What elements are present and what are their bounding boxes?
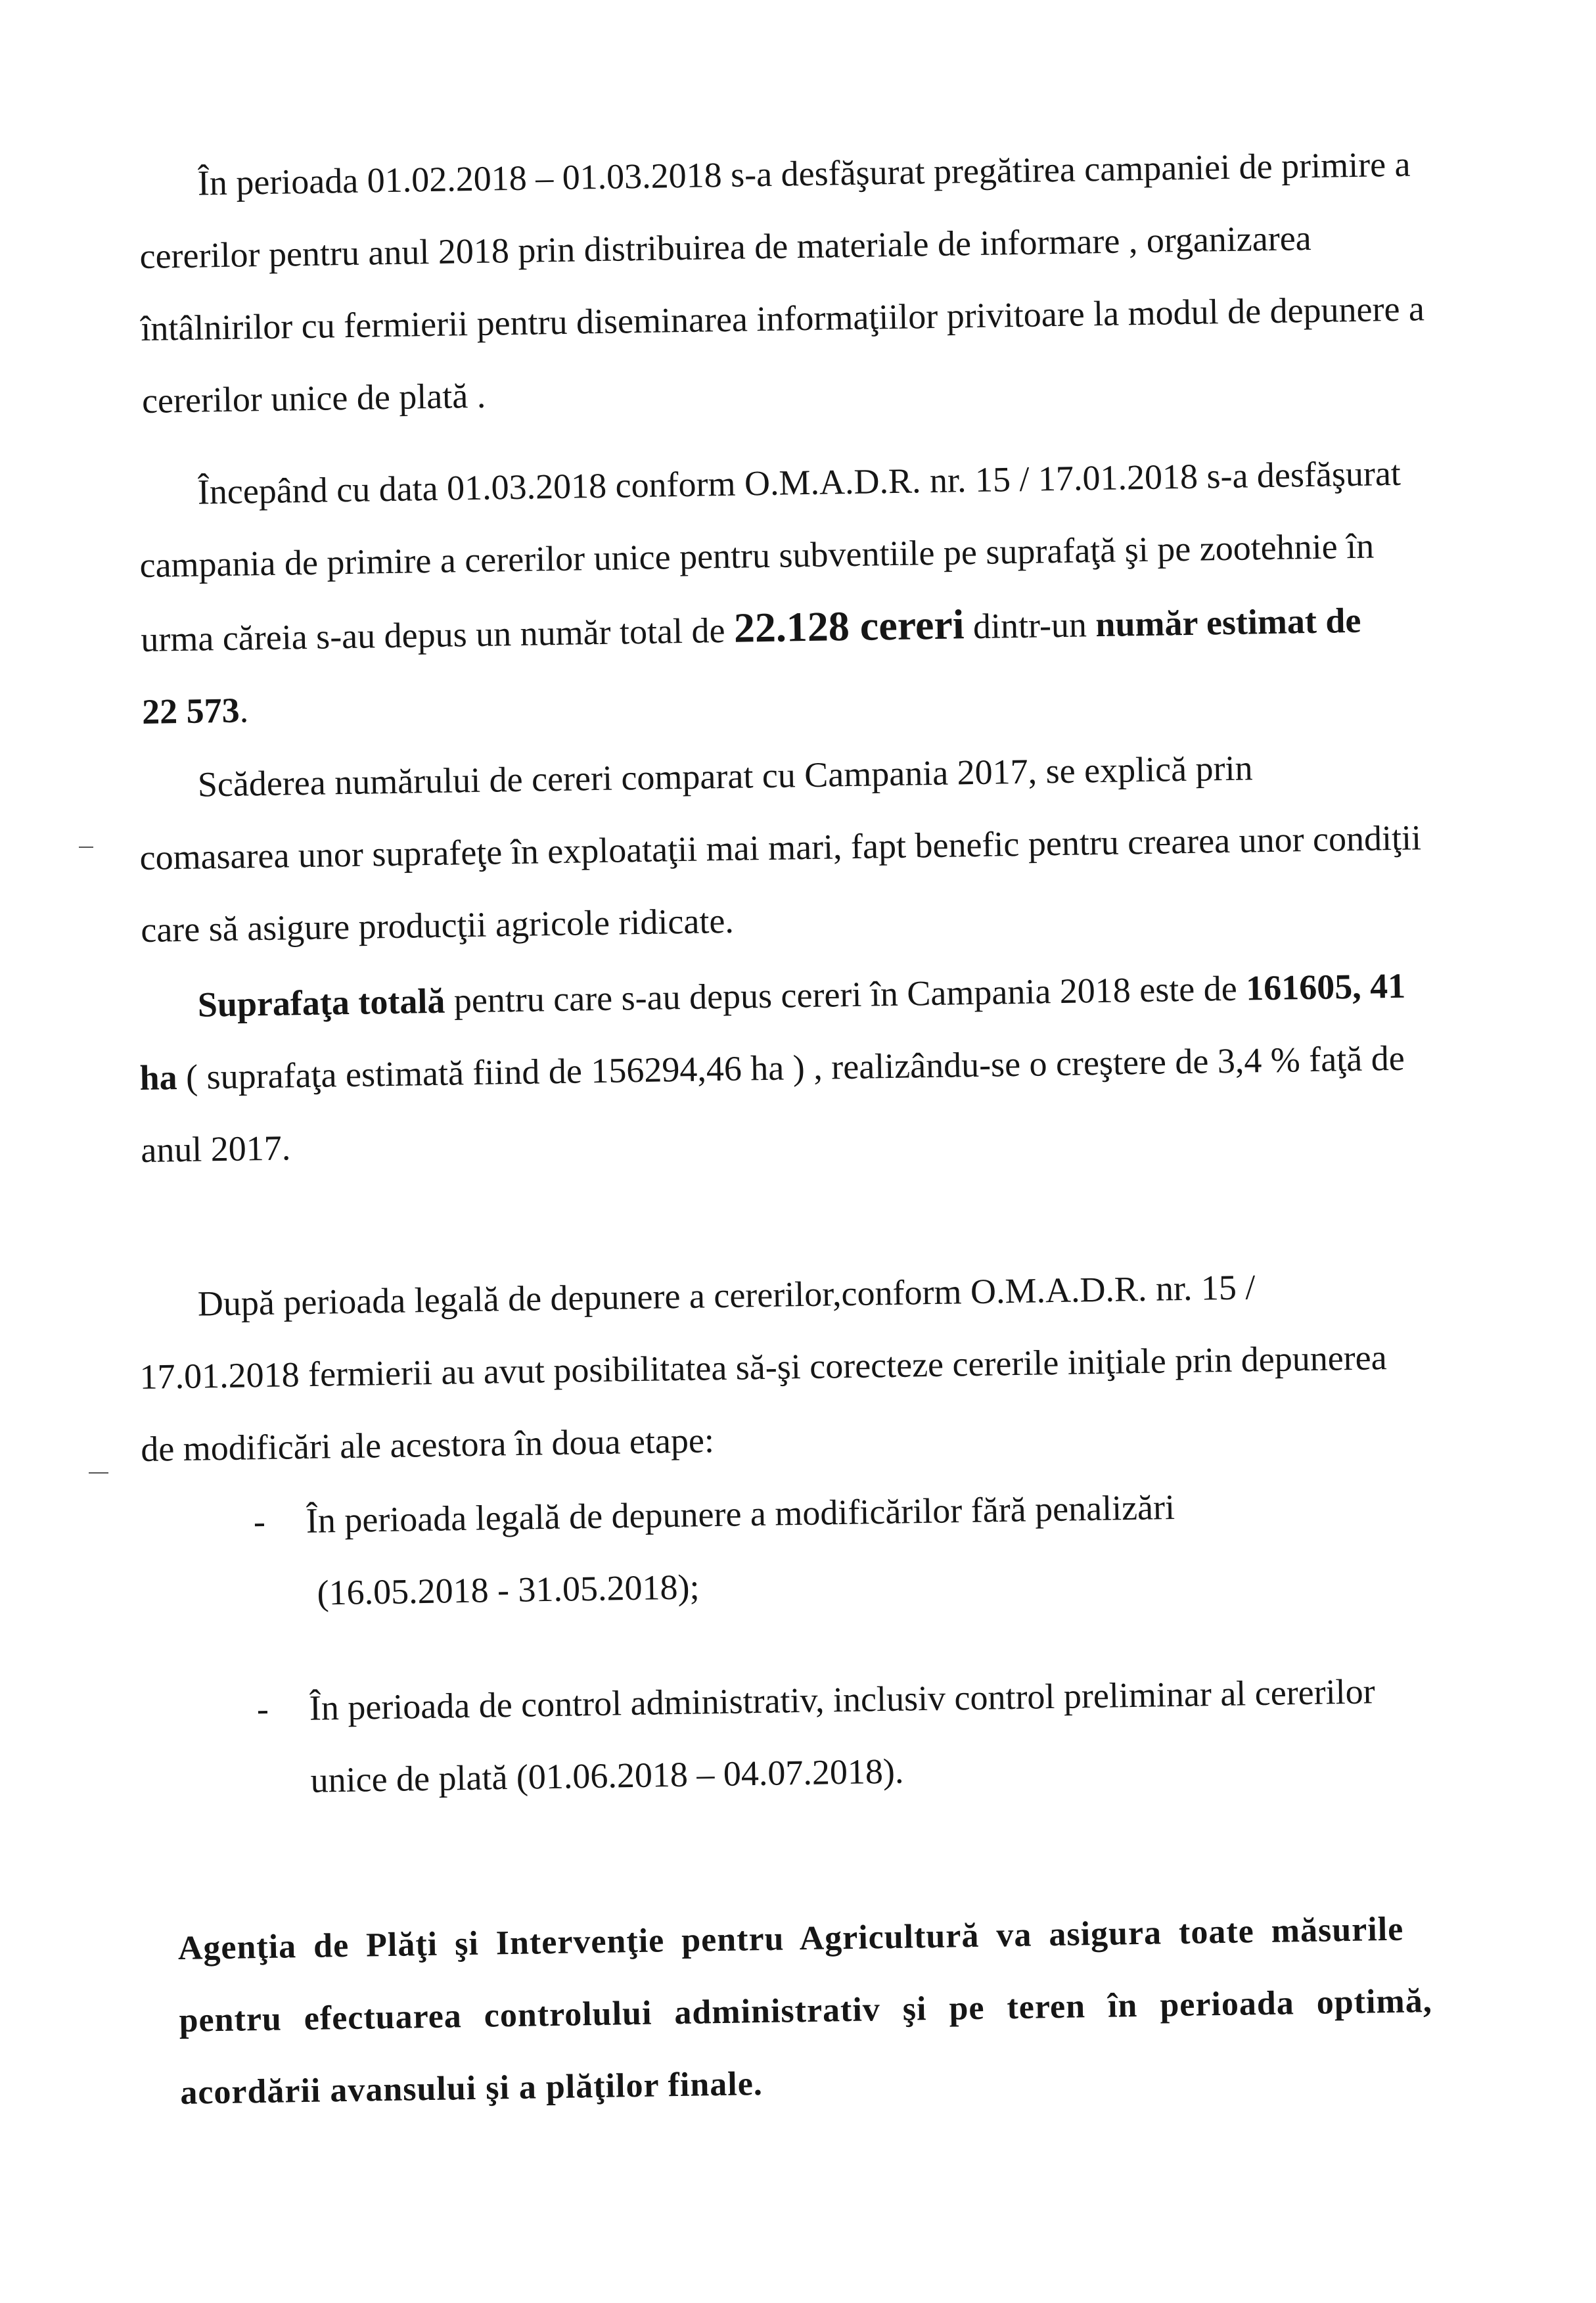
- paragraph-campaign-applications: [138, 435, 1509, 748]
- text-line: campania de primire a cererilor unice pentru subventiile pe suprafaţă şi pe zootehnie în: [139, 526, 1375, 585]
- text-fragment: dintr-un: [964, 605, 1096, 647]
- text-line: anul 2017.: [140, 1128, 291, 1170]
- text-line: În perioada 01.02.2018 – 01.03.2018 s-a desfăşurat pregătirea campaniei de primire a: [197, 144, 1411, 203]
- text-line: întâlnirilor cu fermierii pentru diseminarea informaţiilor privitoare la modul de depunere a: [140, 289, 1425, 348]
- surface-unit: ha: [139, 1058, 178, 1098]
- text-line: pentru efectuarea controlului administrativ şi pe teren în perioada optimă,: [179, 1982, 1433, 2039]
- text-line: cererilor pentru anul 2018 prin distribuirea de materiale de informare , organizarea: [139, 218, 1312, 276]
- text-fragment: urma căreia s-au depus un număr total de: [140, 610, 735, 659]
- text-line: Agenţia de Plăţi şi Intervenţie pentru Agricultură va asigura toate măsurile: [177, 1910, 1404, 1967]
- dash-marker: -: [253, 1501, 266, 1541]
- text-line: comasarea unor suprafeţe în exploataţii mai mari, fapt benefic pentru crearea unor condiţii: [139, 818, 1422, 877]
- text-line: care să asigure producţii agricole ridicate.: [140, 900, 735, 950]
- text-line: Scăderea numărului de cereri comparat cu Campania 2017, se explică prin: [197, 748, 1253, 804]
- list-item-text: unice de plată (01.06.2018 – 04.07.2018).: [310, 1751, 904, 1800]
- margin-mark: [79, 847, 93, 848]
- text-line: Începând cu data 01.03.2018 conform O.M.A.D.R. nr. 15 / 17.01.2018 s-a desfăşurat: [197, 453, 1402, 512]
- text-line: După perioada legală de depunere a cererilor,conform O.M.A.D.R. nr. 15 /: [197, 1267, 1256, 1324]
- text-fragment: ( suprafaţa estimată fiind de 156294,46 ha ) , realizându-se o creştere de 3,4 % faţă de: [177, 1038, 1405, 1098]
- text-fragment: pentru care s-au depus cereri în Campania 2018 este de: [444, 968, 1246, 1021]
- paragraph-total-surface: [138, 948, 1508, 1186]
- text-line: cererilor unice de plată .: [141, 375, 486, 421]
- estimated-label: număr estimat de: [1095, 600, 1361, 645]
- text-line: 17.01.2018 fermierii au avut posibilitatea să-şi corecteze cererile iniţiale prin depunerea: [139, 1338, 1388, 1397]
- list-item-text: (16.05.2018 - 31.05.2018);: [317, 1567, 700, 1613]
- paragraph-campaign-preparation: [138, 126, 1509, 437]
- dash-marker: -: [256, 1688, 269, 1729]
- list-item-text: În perioada de control administrativ, inclusiv control preliminar al cererilor: [309, 1671, 1376, 1728]
- estimated-applications: 22 573: [141, 690, 240, 732]
- text-line: de modificări ale acestora în doua etape:: [140, 1420, 715, 1469]
- surface-label: Suprafaţa totală: [197, 981, 445, 1025]
- total-applications: 22.128 cereri: [733, 601, 965, 651]
- paragraph-apia-commitment: [177, 1892, 1528, 2129]
- text-line: acordării avansului şi a plăţilor finale.: [179, 2065, 764, 2112]
- total-surface-value: 161605, 41: [1245, 965, 1406, 1008]
- paragraph-decrease-explanation: [138, 728, 1508, 966]
- text-fragment: .: [239, 690, 249, 730]
- margin-mark: [89, 1472, 108, 1474]
- list-item: [256, 1653, 1520, 1824]
- paragraph-modifications: [138, 1247, 1508, 1485]
- list-item: [253, 1466, 1503, 1637]
- list-item-text: În perioada legală de depunere a modificărilor fără penalizări: [306, 1487, 1175, 1541]
